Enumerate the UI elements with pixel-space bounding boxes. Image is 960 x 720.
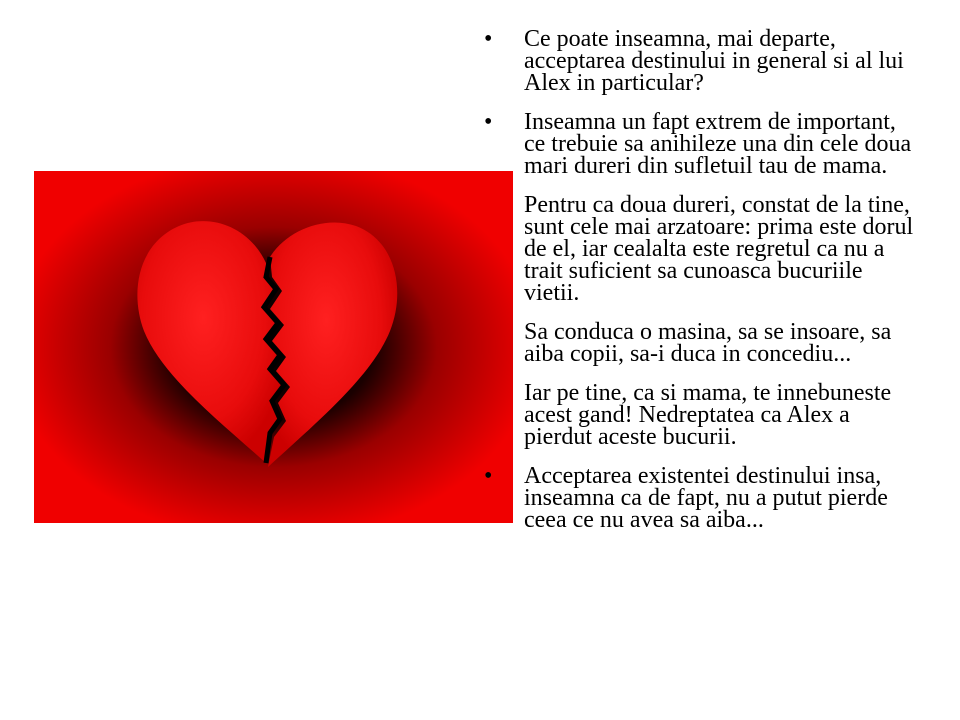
broken-heart-image: [34, 171, 513, 523]
broken-heart-icon: [34, 171, 513, 523]
bullet-item: [480, 382, 920, 448]
bullet-text: Acceptarea existentei destinului insa, inseamna ca de fapt, nu a putut pierde ceea ce nu avea sa aiba...: [524, 463, 888, 533]
bullet-marker: •: [484, 463, 493, 489]
bullet-item: [480, 111, 920, 177]
bullet-text: Ce poate inseamna, mai departe, acceptarea destinului in general si al lui Alex in particular?: [524, 26, 904, 96]
bullet-item: [480, 194, 920, 304]
bullet-text: Sa conduca o masina, sa se insoare, sa aiba copii, sa-i duca in concediu...: [524, 319, 892, 367]
bullet-text: Pentru ca doua dureri, constat de la tine, sunt cele mai arzatoare: prima este dorul de el, iar cealalta este regretul ca nu a trait suficient sa cunoasca bucuriile vietii.: [524, 192, 914, 306]
bullet-list: [480, 28, 920, 548]
bullet-item: [480, 321, 920, 365]
bullet-text: Inseamna un fapt extrem de important, ce trebuie sa anihileze una din cele doua mari dureri din sufletuil tau de mama.: [524, 109, 912, 179]
bullet-item: [480, 28, 920, 94]
bullet-marker: •: [484, 26, 493, 52]
bullet-marker: •: [484, 109, 493, 135]
bullet-text: Iar pe tine, ca si mama, te innebuneste acest gand! Nedreptatea ca Alex a pierdut aceste bucurii.: [524, 380, 892, 450]
bullet-item: [480, 465, 920, 531]
